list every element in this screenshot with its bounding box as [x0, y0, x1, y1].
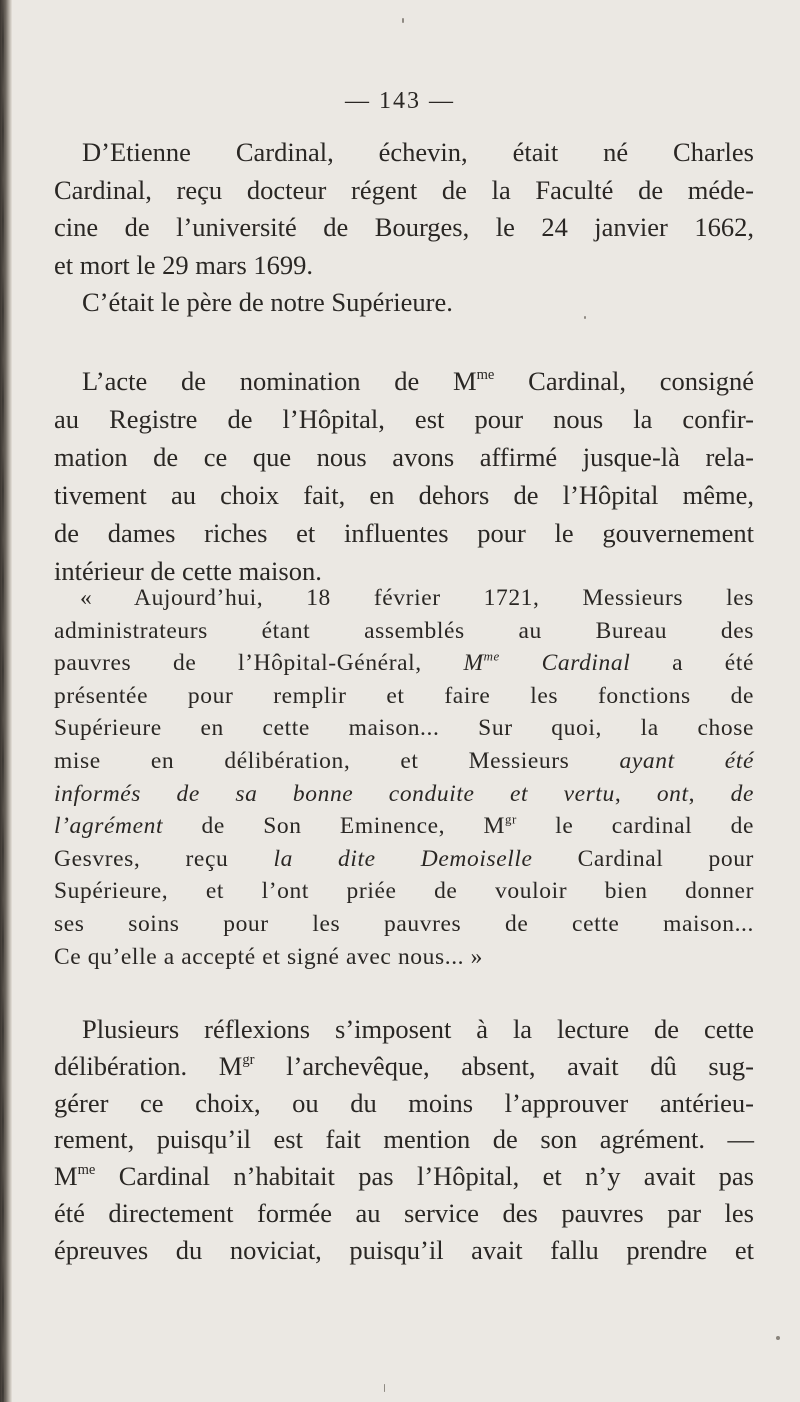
text-line [54, 1158, 754, 1195]
text-run: délibération. M [54, 1050, 243, 1081]
text-run: mise en délibération, et Messieurs [54, 747, 620, 774]
text-run: , [688, 780, 731, 807]
text-run: Cardinal pour [532, 845, 754, 872]
text-run: l’archevêque, absent, avait dû sug- [254, 1050, 754, 1081]
superscript: me [483, 648, 500, 664]
italic-run: ont [656, 780, 689, 807]
italic-run: informés de sa bonne conduite et vertu [54, 780, 615, 807]
text-run: a été [630, 650, 754, 677]
text-line: épreuves du noviciat, puisqu’il avait fallu prendre et [54, 1234, 754, 1265]
ink-speck [384, 1384, 385, 1392]
text-line: tivement au choix fait, en dehors de l’Hôpital même, [54, 480, 754, 510]
text-line: Cardinal, reçu docteur régent de la Faculté de méde- [54, 174, 754, 205]
text-line [54, 778, 754, 811]
text-line: Plusieurs réflexions s’imposent à la lecture de cette [82, 1014, 754, 1044]
paragraph-3 [54, 1011, 754, 1269]
text-line: mation de ce que nous avons affirmé jusque-là rela- [54, 442, 754, 472]
text-line [54, 843, 754, 876]
superscript: me [476, 367, 495, 384]
text-run: , [614, 780, 657, 807]
text-run: Gesvres, reçu [54, 845, 274, 872]
italic-run: de [730, 780, 754, 807]
italic-run: l’agrément [54, 813, 164, 840]
text-line: et mort le 29 mars 1699. [54, 249, 314, 280]
book-binding-edge [0, 0, 12, 1402]
text-line: été directement formée au service des pauvres par les [54, 1197, 754, 1228]
text-run: de Son Eminence, M [163, 813, 505, 840]
text-line [54, 810, 754, 843]
italic-run: ayant été [619, 747, 754, 774]
text-line [54, 647, 754, 680]
italic-run: M [463, 650, 484, 677]
text-run: le cardinal de [516, 813, 754, 840]
text-line [54, 1048, 754, 1085]
text-run: L’acte de nomination de M [82, 366, 477, 396]
text-run: Cardinal n’habitait pas l’Hôpital, et n’y avait pas [95, 1161, 754, 1192]
text-line: D’Etienne Cardinal, échevin, était né Charles [82, 137, 754, 167]
superscript: me [77, 1162, 96, 1179]
text-line [54, 745, 754, 778]
text-line: rement, puisqu’il est fait mention de son agrément. — [54, 1124, 754, 1155]
quotation-block [54, 582, 754, 973]
text-line: intérieur de cette maison. [54, 556, 322, 586]
text-run: M [54, 1161, 78, 1192]
text-line: ses soins pour les pauvres de cette maison... [54, 910, 754, 937]
superscript: gr [242, 1051, 255, 1068]
text-line: Supérieure en cette maison... Sur quoi, la chose [54, 715, 754, 742]
paragraph-2 [54, 362, 754, 590]
italic-run: la dite Demoiselle [273, 845, 533, 872]
text-line: gérer ce choix, ou du moins l’approuver antérieu- [54, 1087, 754, 1118]
text-line: C’était le père de notre Supérieure. [82, 287, 453, 317]
text-line: « Aujourd’hui, 18 février 1721, Messieurs les [80, 585, 754, 611]
text-line: Ce qu’elle a accepté et signé avec nous... » [54, 943, 483, 970]
text-line: présentée pour remplir et faire les fonctions de [54, 682, 754, 709]
text-line: au Registre de l’Hôpital, est pour nous la confir- [54, 404, 754, 434]
ink-speck [402, 18, 404, 23]
text-line: de dames riches et influentes pour le gouvernement [54, 518, 754, 548]
text-line [54, 362, 754, 400]
margin-dot [776, 1336, 780, 1340]
italic-run: Cardinal [499, 650, 631, 677]
text-line: Supérieure, et l’ont priée de vouloir bien donner [54, 878, 754, 905]
text-line: administrateurs étant assemblés au Bureau des [54, 617, 754, 644]
paragraph-1 [54, 134, 754, 322]
page-number: — 143 — [345, 88, 455, 114]
text-run: Cardinal, consigné [494, 366, 754, 396]
superscript: gr [504, 811, 517, 827]
text-line: cine de l’université de Bourges, le 24 janvier 1662, [54, 212, 754, 242]
text-run: pauvres de l’Hôpital-Général, [54, 650, 464, 677]
